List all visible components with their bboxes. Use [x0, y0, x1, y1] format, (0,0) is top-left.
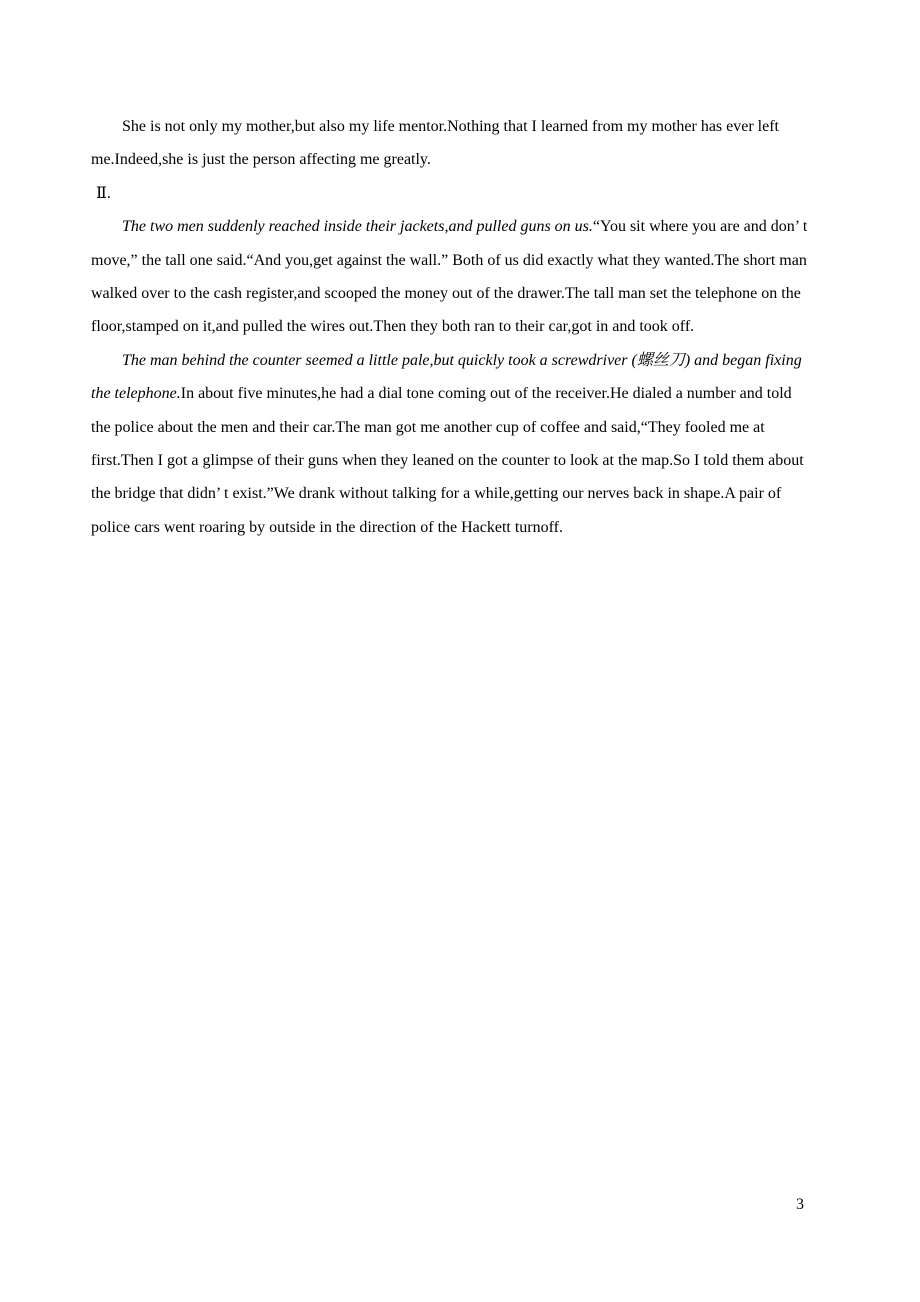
page-number: 3: [796, 1196, 804, 1213]
paragraph-counterman-italic-lead: The man behind the counter seemed a little pale,but quickly took a screwdriver (螺丝刀) and began fixing the telephone.: [91, 351, 802, 403]
paragraph-counterman-body: In about five minutes,he had a dial tone coming out of the receiver.He dialed a number and told the police about the men and their car.The man got me another cup of coffee and said,“They fooled me at first.Then I got a glimpse of their guns when they leaned on the counter to look at the map.So I told them about the bridge that didn’ t exist.”We drank without talking for a while,getting our nerves back in shape.A pair of police cars went roaring by outside in the direction of the Hackett turnoff.: [91, 385, 804, 536]
paragraph-robbery-body: “You sit where you are and don’ t move,” the tall one said.“And you,get against the wall.” Both of us did exactly what they wanted.The short man walked over to the cash register,and scooped the money out of the drawer.The tall man set the telephone on the floor,stamped on it,and pulled the wires out.Then they both ran to their car,got in and took off.: [91, 218, 808, 336]
document-body: [91, 110, 810, 544]
section-label-ii: Ⅱ.: [96, 184, 111, 202]
paragraph-robbery: [91, 210, 810, 344]
paragraph-counterman: [91, 344, 810, 544]
paragraph-mother-conclusion: She is not only my mother,but also my life mentor.Nothing that I learned from my mother has ever left me.Indeed,she is just the person affecting me greatly.: [91, 118, 779, 169]
paragraph-robbery-italic-lead: The two men suddenly reached inside their jackets,and pulled guns on us.: [122, 218, 593, 236]
